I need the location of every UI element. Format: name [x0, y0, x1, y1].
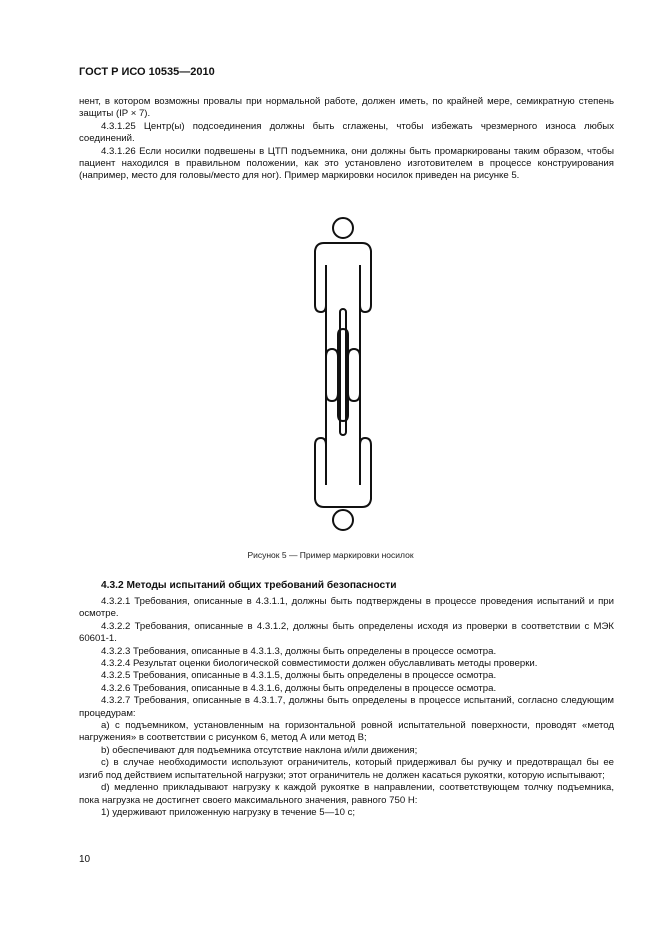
list-item-a: a) с подъемником, установленным на горизонтальной ровной испытательной поверхности, проводят «метод нагружения» в соответствии с рисунком 6, метод А или метод В;	[79, 720, 614, 744]
top-head-shape	[333, 218, 353, 238]
section-title: 4.3.2 Методы испытаний общих требований безопасности	[101, 580, 397, 591]
stretcher-marking-two-figures-icon	[315, 218, 371, 530]
bottom-head-shape	[333, 510, 353, 530]
section-text-block	[79, 596, 614, 819]
paragraph-4-3-2-4: 4.3.2.4 Результат оценки биологической совместимости должен обуславливать методы проверки.	[101, 658, 538, 670]
paragraph-4-3-2-3: 4.3.2.3 Требования, описанные в 4.3.1.3, должны быть определены в процессе осмотра.	[101, 645, 497, 657]
paragraph-continuation: нент, в котором возможны провалы при нормальной работе, должен иметь, по крайней мере, семикратную степень защиты (IP × 7).	[79, 96, 614, 120]
paragraph-4-3-1-25: 4.3.1.25 Центр(ы) подсоединения должны быть сглажены, чтобы избежать чрезмерного износа любых соединений.	[79, 120, 614, 145]
list-item-d-1: 1) удерживают приложенную нагрузку в течение 5—10 с;	[101, 806, 356, 818]
bottom-body-outline	[315, 349, 371, 507]
list-item-c: c) в случае необходимости используют ограничитель, который придерживал бы ручку и предотвращал бы ее изгиб под действием испытательной нагрузки; этот ограничитель не должен касаться рукоятки, которую испытывают;	[79, 757, 614, 781]
paragraph-4-3-1-26: 4.3.1.26 Если носилки подвешены в ЦТП подъемника, они должны быть промаркированы таким образом, чтобы пациент находился в правильном положении, как это установлено изготовителем в процессе конструирования (например, место для головы/место для ног). Пример маркировки носилок приведен на рисунке 5.	[79, 145, 614, 182]
paragraph-4-3-2-2: 4.3.2.2 Требования, описанные в 4.3.1.2, должны быть определены исходя из проверки в соответствии с МЭК 60601-1.	[79, 620, 614, 645]
list-item-b: b) обеспечивают для подъемника отсутствие наклона и/или движения;	[101, 744, 418, 756]
top-body-outline	[315, 243, 371, 401]
paragraph-4-3-2-1: 4.3.2.1 Требования, описанные в 4.3.1.1, должны быть подтверждены в процессе проведения испытаний и при осмотре.	[79, 596, 614, 620]
paragraph-4-3-2-7: 4.3.2.7 Требования, описанные в 4.3.1.7, должны быть определены в процессе испытаний, согласно следующим процедурам:	[79, 695, 614, 719]
paragraph-4-3-2-5: 4.3.2.5 Требования, описанные в 4.3.1.5, должны быть определены в процессе осмотра.	[101, 670, 497, 682]
list-item-d: d) медленно прикладывают нагрузку к каждой рукоятке в направлении, соответствующем толчку подъемника, пока нагрузка не достигнет своего максимального значения, равного 750 Н:	[79, 782, 614, 806]
stretcher-marking-figure	[298, 217, 388, 533]
paragraph-4-3-2-6: 4.3.2.6 Требования, описанные в 4.3.1.6, должны быть определены в процессе осмотра.	[101, 682, 497, 694]
figure-caption: Рисунок 5 — Пример маркировки носилок	[247, 550, 414, 560]
page-number: 10	[79, 854, 91, 865]
top-text-block	[79, 96, 614, 183]
page-header: ГОСТ Р ИСО 10535—2010	[79, 66, 215, 78]
top-leg-slot-shape	[340, 309, 346, 435]
